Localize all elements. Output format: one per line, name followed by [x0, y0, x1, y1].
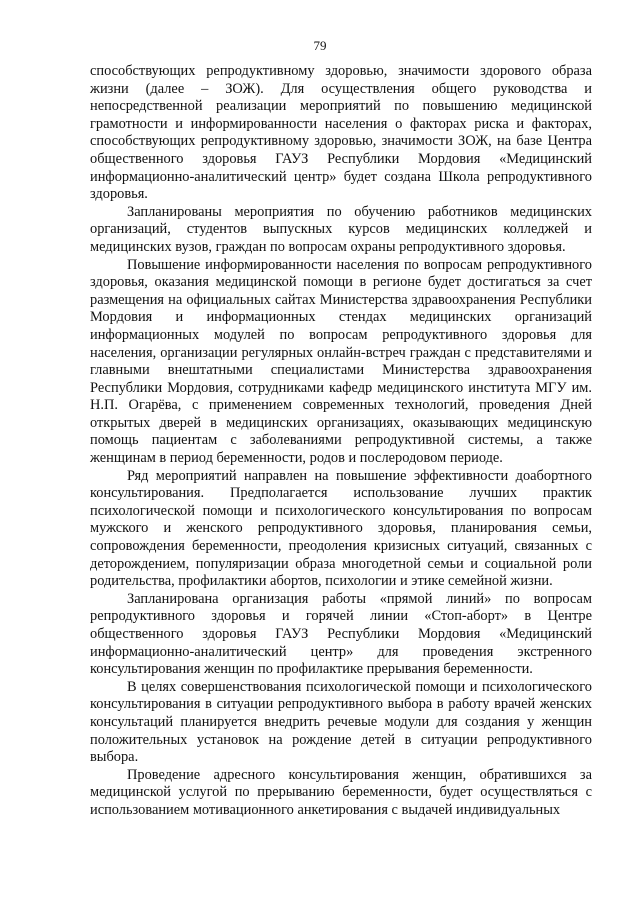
paragraph-3: Повышение информированности населения по вопросам репродуктивного здоровья, оказания медицинской помощи в регионе будет достигаться за счет размещения на официальных сайтах Министерства здравоохранения Республики Мордовия и информационных стендах медицинских организаций информационных модулей по вопросам репродуктивного здоровья для населения, организации регулярных онлайн-встреч граждан с представителями и главными внештатными специалистами Министерства здравоохранения Республики Мордовия, сотрудниками кафедр медицинского института МГУ им. Н.П. Огарёва, с применением современных технологий, проведения Дней открытых дверей в медицинских организациях, оказывающих медицинскую помощь пациентам с заболеваниями репродуктивной системы, а также женщинам в период беременности, родов и послеродовом периоде.: [90, 256, 592, 467]
page-number: 79: [313, 38, 327, 53]
paragraph-1: способствующих репродуктивному здоровью, значимости здорового образа жизни (далее – ЗОЖ). Для осуществления общего руководства и непосредственной реализации мероприятий по повышению медицинской грамотности и информированности населения о факторах риска и факторах, способствующих репродуктивному здоровью, значимости ЗОЖ, на базе Центра общественного здоровья ГАУЗ Республики Мордовия «Медицинский информационно-аналитический центр» будет создана Школа репродуктивного здоровья.: [90, 63, 592, 203]
paragraph-4: Ряд мероприятий направлен на повышение эффективности доабортного консультирования. Предполагается использование лучших практик психологической помощи и психологического консультирования по вопросам мужского и женского репродуктивного здоровья, планирования семьи, сопровождения беременности, преодоления кризисных ситуаций, связанных с деторождением, популяризации образа многодетной семьи и социальной роли родительства, профилактики абортов, психологии и этике семейной жизни.: [90, 467, 592, 590]
document-body: [90, 63, 592, 820]
paragraph-2: Запланированы мероприятия по обучению работников медицинских организаций, студентов выпускных курсов медицинских колледжей и медицинских вузов, граждан по вопросам охраны репродуктивного здоровья.: [90, 203, 592, 255]
paragraph-7: Проведение адресного консультирования женщин, обратившихся за медицинской услугой по прерыванию беременности, будет осуществляться с использованием мотивационного анкетирования с выдачей индивидуальных: [90, 766, 592, 818]
paragraph-5: Запланирована организация работы «прямой линий» по вопросам репродуктивного здоровья и горячей линии «Стоп-аборт» в Центре общественного здоровья ГАУЗ Республики Мордовия «Медицинский информационно-аналитический центр» для проведения экстренного консультирования женщин по профилактике прерывания беременности.: [90, 590, 592, 678]
paragraph-6: В целях совершенствования психологической помощи и психологического консультирования в ситуации репродуктивного выбора в работу врачей женских консультаций планируется внедрить речевые модули для создания у женщин положительных установок на рождение детей в ситуации репродуктивного выбора.: [90, 678, 592, 766]
